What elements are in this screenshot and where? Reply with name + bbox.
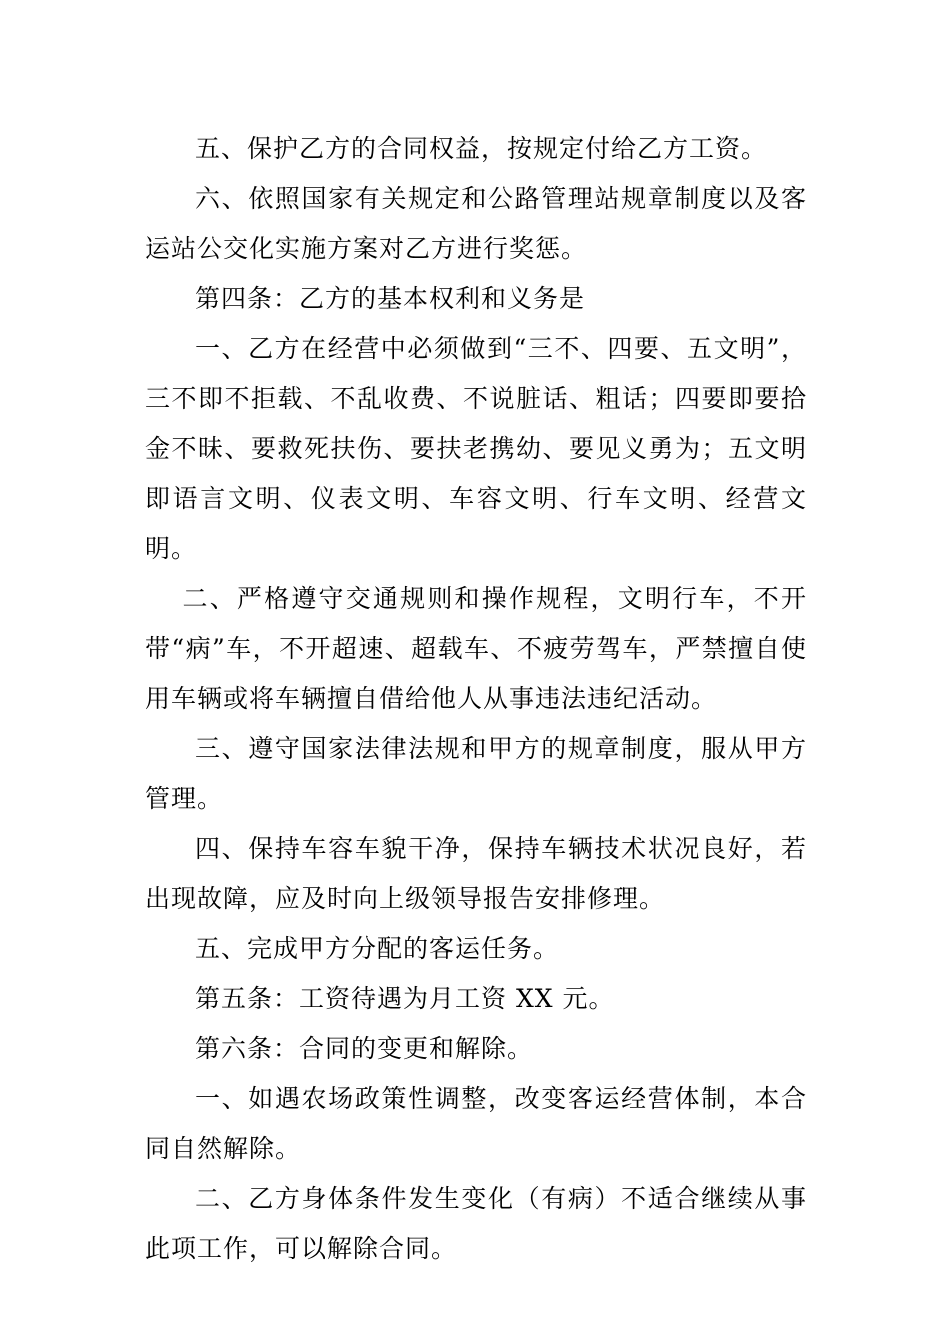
paragraph-3: 一、乙方在经营中必须做到“三不、四要、五文明”，三不即不拒载、不乱收费、不说脏话、粗话；四要即要拾金不昧、要救死扶伤、要扶老携幼、要见义勇为；五文明即语言文明、仪表文明、车容文明、行车文明、经营文明。 xyxy=(145,334,807,563)
paragraph-5: 三、遵守国家法律法规和甲方的规章制度，服从甲方管理。 xyxy=(145,734,807,813)
paragraph-8: 一、如遇农场政策性调整，改变客运经营体制，本合同自然解除。 xyxy=(145,1084,807,1163)
paragraph-6: 四、保持车容车貌干净，保持车辆技术状况良好，若出现故障，应及时向上级领导报告安排修理。 xyxy=(145,834,807,913)
paragraph-7: 五、完成甲方分配的客运任务。 xyxy=(195,934,560,963)
paragraph-2: 六、依照国家有关规定和公路管理站规章制度以及客运站公交化实施方案对乙方进行奖惩。 xyxy=(145,184,807,263)
article-6-heading: 第六条：合同的变更和解除。 xyxy=(195,1034,534,1063)
paragraph-1: 五、保护乙方的合同权益，按规定付给乙方工资。 xyxy=(195,134,768,163)
article-5-heading: 第五条：工资待遇为月工资 XX 元。 xyxy=(195,984,615,1013)
article-4-heading: 第四条：乙方的基本权利和义务是 xyxy=(195,284,586,313)
paragraph-4: 二、严格遵守交通规则和操作规程，文明行车，不开带“病”车，不开超速、超载车、不疲劳驾车，严禁擅自使用车辆或将车辆擅自借给他人从事违法违纪活动。 xyxy=(145,584,807,713)
paragraph-9: 二、乙方身体条件发生变化（有病）不适合继续从事此项工作，可以解除合同。 xyxy=(145,1184,807,1263)
document-body xyxy=(145,124,807,1274)
